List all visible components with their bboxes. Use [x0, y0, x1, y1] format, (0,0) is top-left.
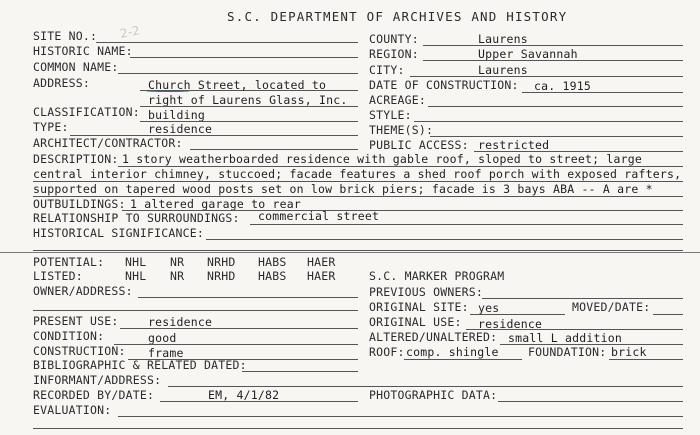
condition-value: good	[148, 331, 177, 345]
moved-date-line	[653, 314, 683, 315]
historic-name-line	[130, 57, 358, 58]
region-label: REGION:	[369, 47, 419, 61]
recorded-label: RECORDED BY/DATE:	[33, 388, 155, 402]
foundation-line	[609, 359, 683, 360]
type-value: residence	[148, 122, 213, 136]
potential-nrhd: NRHD	[207, 255, 236, 269]
acreage-line	[428, 106, 683, 107]
listed-nr: NR	[170, 269, 185, 283]
description-line-3: supported on tapered wood posts set on low brick piers; facade is 3 bays ABA -- A are *	[33, 182, 653, 196]
foundation-value: brick	[611, 345, 647, 359]
owner-line	[138, 297, 358, 298]
bibliographic-label: BIBLIOGRAPHIC & RELATED DATED:	[33, 358, 247, 372]
informant-label: INFORMANT/ADDRESS:	[33, 373, 162, 387]
address-value-1: Church Street, located to	[148, 78, 327, 92]
roof-label: ROOF:	[369, 345, 405, 359]
listed-label: LISTED:	[33, 269, 83, 283]
site-no-line	[96, 42, 358, 43]
public-access-label: PUBLIC ACCESS:	[369, 138, 469, 152]
photographic-label: PHOTOGRAPHIC DATA:	[369, 388, 498, 402]
date-construction-line	[522, 92, 683, 93]
marker-title: S.C. MARKER PROGRAM	[369, 269, 505, 283]
roof-value: comp. shingle	[406, 345, 499, 359]
common-name-label: COMMON NAME:	[33, 60, 119, 74]
surroundings-value: commercial street	[258, 209, 380, 223]
section-divider-1	[0, 252, 700, 253]
surroundings-line	[250, 224, 683, 225]
style-line	[414, 121, 683, 122]
red-underline	[146, 91, 190, 92]
present-use-label: PRESENT USE:	[33, 314, 119, 328]
region-line	[423, 60, 683, 61]
city-line	[410, 76, 683, 77]
county-line	[423, 45, 683, 46]
pencil-note: 2-2	[118, 23, 142, 41]
original-use-value: residence	[478, 317, 543, 331]
city-value: Laurens	[478, 63, 528, 77]
address-label: ADDRESS:	[33, 76, 90, 90]
description-label: DESCRIPTION:	[33, 152, 119, 166]
significance-line-2	[33, 250, 683, 251]
photographic-line	[498, 401, 683, 402]
architect-label: ARCHITECT/CONTRACTOR:	[33, 136, 183, 150]
listed-nrhd: NRHD	[207, 269, 236, 283]
condition-line	[114, 344, 358, 345]
bibliographic-line	[242, 371, 358, 372]
description-line-1: 1 story weatherboarded residence with gable roof, sloped to street; large	[122, 152, 643, 166]
county-value: Laurens	[478, 32, 528, 46]
site-no-label: SITE NO.:	[33, 29, 98, 43]
date-construction-value: ca. 1915	[534, 79, 591, 93]
listed-habs: HABS	[258, 269, 287, 283]
condition-label: CONDITION:	[33, 329, 105, 343]
original-site-value: yes	[478, 301, 500, 315]
acreage-label: ACREAGE:	[369, 93, 426, 107]
theme-line	[430, 136, 683, 137]
previous-owners-line	[482, 298, 683, 299]
potential-nr: NR	[170, 255, 185, 269]
address-value-2: right of Laurens Glass, Inc.	[148, 93, 348, 107]
evaluation-line	[118, 416, 683, 417]
present-use-value: residence	[148, 315, 213, 329]
architect-line	[190, 149, 358, 150]
address-line-2	[140, 106, 358, 107]
construction-label: CONSTRUCTION:	[33, 344, 126, 358]
recorded-line	[160, 401, 358, 402]
altered-value: small L addition	[508, 331, 622, 345]
significance-label: HISTORICAL SIGNIFICANCE:	[33, 226, 204, 240]
potential-haer: HAER	[307, 255, 336, 269]
classification-value: building	[148, 108, 205, 122]
owner-label: OWNER/ADDRESS:	[33, 284, 133, 298]
informant-line	[168, 386, 683, 387]
potential-nhl: NHL	[125, 255, 147, 269]
style-label: STYLE:	[369, 108, 412, 122]
county-label: COUNTY:	[369, 32, 419, 46]
original-site-label: ORIGINAL SITE:	[369, 300, 469, 314]
listed-nhl: NHL	[125, 269, 147, 283]
common-name-line	[118, 73, 358, 74]
card-title: S.C. DEPARTMENT OF ARCHIVES AND HISTORY	[227, 9, 568, 24]
region-value: Upper Savannah	[478, 47, 578, 61]
altered-label: ALTERED/UNALTERED:	[369, 330, 498, 344]
previous-owners-label: PREVIOUS OWNERS:	[369, 285, 483, 299]
original-site-line	[470, 314, 565, 315]
moved-date-label: MOVED/DATE:	[572, 300, 651, 314]
roof-line	[404, 359, 522, 360]
evaluation-line-2	[33, 428, 683, 429]
theme-label: THEME(S):	[369, 123, 434, 137]
public-access-value: restricted	[478, 138, 550, 152]
listed-haer: HAER	[307, 269, 336, 283]
classification-label: CLASSIFICATION:	[33, 105, 140, 119]
outbuildings-label: OUTBUILDINGS:	[33, 197, 126, 211]
construction-value: frame	[148, 346, 184, 360]
recorded-value: EM, 4/1/82	[208, 388, 280, 402]
type-label: TYPE:	[33, 120, 69, 134]
foundation-label: FOUNDATION:	[528, 345, 607, 359]
surroundings-label: RELATIONSHIP TO SURROUNDINGS:	[33, 211, 240, 225]
city-label: CITY:	[369, 63, 405, 77]
historic-name-label: HISTORIC NAME:	[33, 44, 133, 58]
original-use-line	[466, 329, 683, 330]
potential-habs: HABS	[258, 255, 287, 269]
present-use-line	[120, 328, 358, 329]
significance-line	[206, 239, 683, 240]
original-use-label: ORIGINAL USE:	[369, 315, 462, 329]
owner-line-2	[33, 310, 358, 311]
date-construction-label: DATE OF CONSTRUCTION:	[369, 78, 519, 92]
outbuildings-value: 1 altered garage to rear	[130, 197, 301, 211]
potential-label: POTENTIAL:	[33, 255, 105, 269]
evaluation-label: EVALUATION:	[33, 403, 112, 417]
description-line-2: central interior chimney, stuccoed; facade features a shed roof porch with exposed rafters,	[33, 167, 682, 181]
